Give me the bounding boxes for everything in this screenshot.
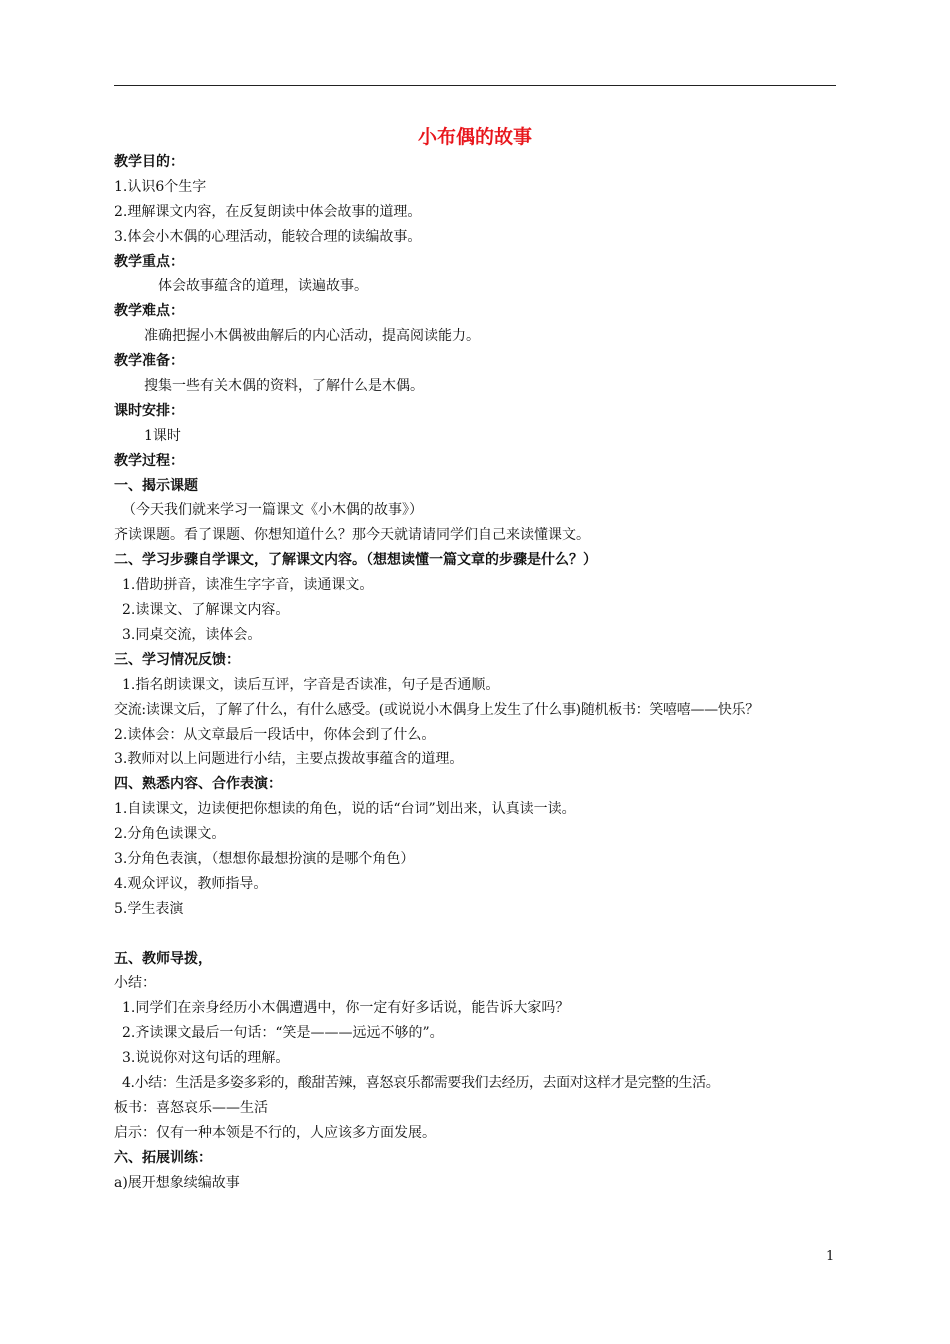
list-item: 3.同桌交流，读体会。 xyxy=(122,626,262,643)
page-number: 1 xyxy=(826,1249,835,1264)
section-heading: 二、学习步骤自学课文，了解课文内容。（想想读懂一篇文章的步骤是什么？） xyxy=(114,552,597,569)
insight-text: 启示：仅有一种本领是不行的，人应该多方面发展。 xyxy=(114,1124,436,1141)
schedule-heading: 课时安排： xyxy=(114,402,184,419)
list-item: 2.齐读课文最后一句话：“笑是———远远不够的”。 xyxy=(122,1025,444,1042)
difficulties-heading: 教学难点： xyxy=(114,303,184,320)
section-line: 齐读课题。看了课题、你想知道什么？那今天就请请同学们自己来读懂课文。 xyxy=(114,527,590,544)
list-item: 1.指名朗读课文，读后互评，字音是否读准，句子是否通顺。 xyxy=(122,676,500,693)
list-item: 1.自读课文，边读便把你想读的角色，说的话“台词”划出来，认真读一读。 xyxy=(114,801,576,818)
list-item: 2.分角色读课文。 xyxy=(114,826,226,843)
section-line: （今天我们就来学习一篇课文《小木偶的故事》） xyxy=(122,502,423,519)
objective-item: 2.理解课文内容，在反复朗读中体会故事的道理。 xyxy=(114,203,422,220)
list-item: 3.说说你对这句话的理解。 xyxy=(122,1050,290,1067)
list-item: 4.观众评议，教师指导。 xyxy=(114,875,268,892)
lesson-plan-body xyxy=(114,150,849,1195)
difficulties-text: 准确把握小木偶被曲解后的内心活动，提高阅读能力。 xyxy=(144,328,480,345)
list-item: 5.学生表演 xyxy=(114,900,184,917)
section-heading: 六、拓展训练： xyxy=(114,1149,212,1166)
list-item: 4.小结：生活是多姿多彩的，酸甜苦辣，喜怒哀乐都需要我们去经历，去面对这样才是完整的生活。 xyxy=(122,1074,720,1091)
summary-label: 小结： xyxy=(114,975,156,992)
header-rule xyxy=(114,85,836,86)
exchange-paragraph: 交流:读课文后，了解了什么，有什么感受。(或说说小木偶身上发生了什么事)随机板书：笑嘻嘻——快乐？ xyxy=(114,701,759,718)
blank-line xyxy=(114,922,849,947)
list-item: 2.读体会：从文章最后一段话中，你体会到了什么。 xyxy=(114,726,436,743)
objectives-heading: 教学目的： xyxy=(114,154,184,170)
preparation-text: 搜集一些有关木偶的资料，了解什么是木偶。 xyxy=(144,378,424,395)
key-points-text: 体会故事蕴含的道理，读遍故事。 xyxy=(158,278,368,295)
section-heading: 五、教师导拨， xyxy=(114,950,212,967)
preparation-heading: 教学准备： xyxy=(114,353,184,370)
process-heading: 教学过程： xyxy=(114,452,184,469)
list-item: 1.借助拼音，读准生字字音，读通课文。 xyxy=(122,577,374,594)
board-writing: 板书：喜怒哀乐——生活 xyxy=(114,1099,268,1116)
list-item: a)展开想象续编故事 xyxy=(114,1174,240,1191)
schedule-text: 1课时 xyxy=(144,427,181,444)
section-heading: 一、揭示课题 xyxy=(114,477,198,494)
key-points-heading: 教学重点： xyxy=(114,253,184,270)
list-item: 1.同学们在亲身经历小木偶遭遇中，你一定有好多话说，能告诉大家吗？ xyxy=(122,1000,570,1017)
section-heading: 三、学习情况反馈： xyxy=(114,651,240,668)
list-item: 3.教师对以上问题进行小结，主要点拨故事蕴含的道理。 xyxy=(114,751,464,768)
objective-item: 1.认识6个生字 xyxy=(114,178,207,195)
section-heading: 四、熟悉内容、合作表演： xyxy=(114,776,282,793)
list-item: 3.分角色表演，（想想你最想扮演的是哪个角色） xyxy=(114,850,415,867)
objective-item: 3.体会小木偶的心理活动，能较合理的读编故事。 xyxy=(114,228,422,245)
list-item: 2.读课文、了解课文内容。 xyxy=(122,602,290,619)
document-title: 小布偶的故事 xyxy=(417,126,532,148)
